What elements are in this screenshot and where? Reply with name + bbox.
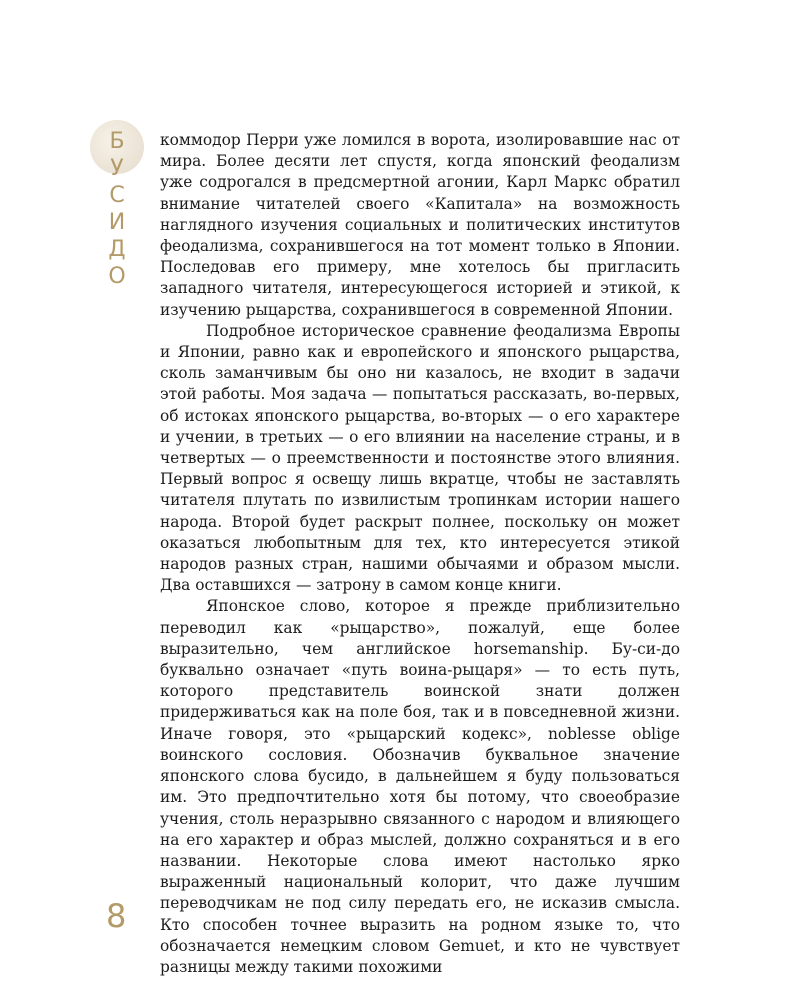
paragraph-1: коммодор Перри уже ломился в ворота, изолировавшие нас от мира. Более десяти лет спустя, когда японский феодализм уже содрогался в предсмертной агонии, Карл Маркс обратил внимание читателей своего «Капитала» на возможность наглядного изучения социальных и политических институтов феодализма, сохранившегося на тот момент только в Японии. Последовав его примеру, мне хотелось бы пригласить западного читателя, интересующегося историей и этикой, к изучению рыцарства, сохранившегося в современной Японии.: [160, 131, 680, 319]
page-number: 8: [106, 897, 127, 935]
title-letter: С: [109, 183, 125, 208]
title-letter: У: [110, 156, 124, 181]
vertical-book-title: [100, 128, 134, 290]
paragraph-3: Японское слово, которое я прежде приблизительно переводил как «рыцарство», пожалуй, еще более выразительно, чем английское horsemanship. Бу-си-до буквально означает «путь воина-рыцаря» — то есть путь, которого представитель воинской знати должен придерживаться как на поле боя, так и в повседневной жизни. Иначе говоря, это «рыцарский кодекс», noblesse oblige воинского сословия. Обозначив буквальное значение японского слова бусидо, в дальнейшем я буду пользоваться им. Это предпочтительно хотя бы потому, что своеобразие учения, столь неразрывно связанного с народом и влияющего на его характер и образ мыслей, должно сохраняться и в его названии. Некоторые слова имеют настолько ярко выраженный национальный колорит, что даже лучшим переводчикам не под силу передать его, не исказив смысла. Кто способен точнее выразить на родном языке то, что обозначается немецким словом Gemuet, и кто не чувствует разницы между такими похожими: [160, 597, 680, 976]
page-body-text: [160, 130, 680, 978]
paragraph-2: Подробное историческое сравнение феодализма Европы и Японии, равно как и европейского и японского рыцарства, сколь заманчивым бы оно ни казалось, не входит в задачи этой работы. Моя задача — попытаться рассказать, во-первых, об истоках японского рыцарства, во-вторых — о его характере и учении, в третьих — о его влиянии на население страны, и в четвертых — о преемственности и постоянстве этого влияния. Первый вопрос я освещу лишь вкратце, чтобы не заставлять читателя плутать по извилистым тропинкам истории нашего народа. Второй будет раскрыт полнее, поскольку он может оказаться любопытным для тех, кто интересуется этикой народов разных стран, нашими обычаями и образом мысли. Два оставшихся — затрону в самом конце книги.: [160, 321, 680, 595]
title-letter: И: [108, 210, 126, 235]
title-letter: Д: [108, 237, 126, 262]
title-letter: Б: [109, 129, 125, 154]
title-letter: О: [108, 264, 126, 289]
